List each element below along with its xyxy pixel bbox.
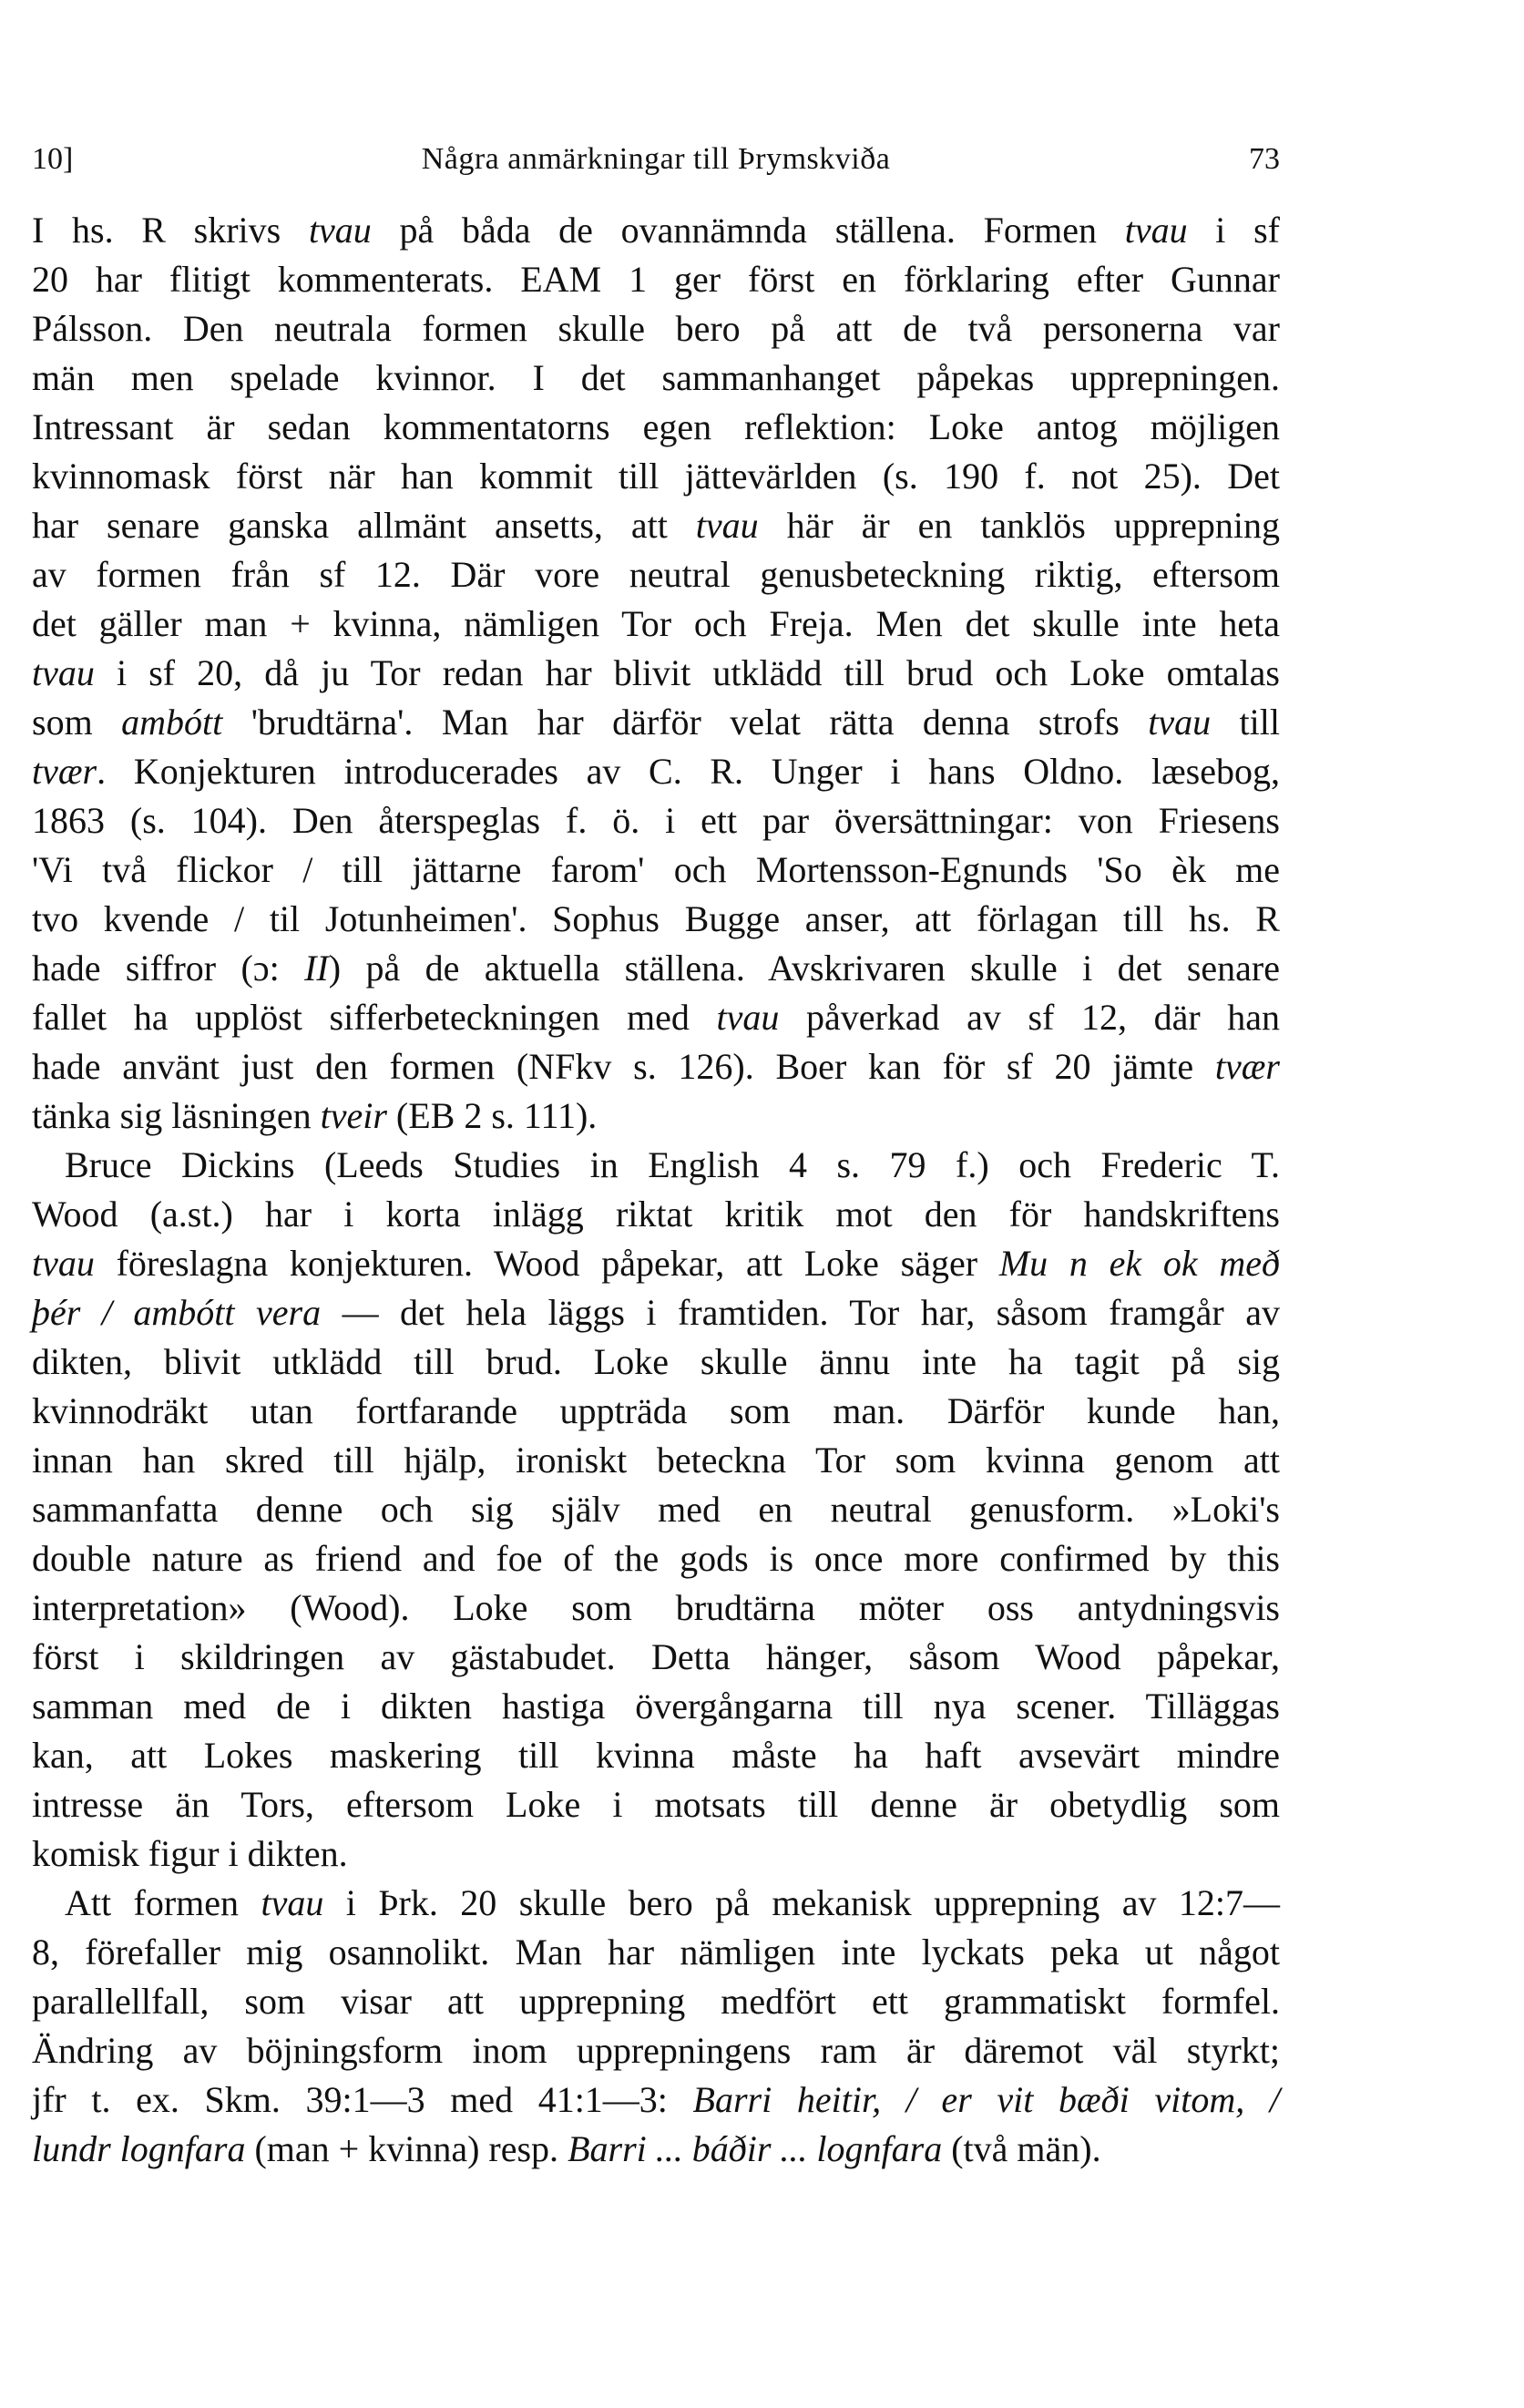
text-line — [32, 501, 1280, 550]
text-segment: double nature as friend and foe of the gods is once more confirmed by this — [32, 1538, 1280, 1579]
text-segment: i sf — [1187, 210, 1280, 251]
text-segment: fallet ha upplöst sifferbeteckningen med — [32, 997, 717, 1038]
text-line — [32, 1436, 1280, 1485]
section-marker: 10] — [32, 142, 74, 176]
text-segment: Intressant är sedan kommentatorns egen reflektion: Loke antog möjligen — [32, 406, 1280, 447]
text-line — [32, 1879, 1280, 1928]
text-segment: hade siffror (ɔ: — [32, 948, 305, 989]
text-line — [32, 845, 1280, 895]
text-segment: (man + kvinna) resp. — [245, 2128, 568, 2169]
italic-segment: lundr lognfara — [32, 2128, 246, 2169]
text-segment: kvinnodräkt utan fortfarande uppträda som man. Därför kunde han, — [32, 1390, 1280, 1431]
text-segment: (två män). — [942, 2128, 1101, 2169]
text-line — [32, 747, 1280, 796]
text-segment: Ändring av böjningsform inom upprepningens ram är däremot väl styrkt; — [32, 2030, 1280, 2071]
italic-segment: Barri ... báðir ... lognfara — [568, 2128, 943, 2169]
text-line — [32, 403, 1280, 452]
italic-segment: Mu n ek ok með — [998, 1243, 1280, 1284]
text-segment: jfr t. ex. Skm. 39:1—3 med 41:1—3: — [32, 2079, 693, 2120]
italic-segment: Barri heitir, / er vit bæði vitom, / — [692, 2079, 1281, 2120]
text-line — [32, 1977, 1280, 2026]
text-segment: intresse än Tors, eftersom Loke i motsats till denne är obetydlig som — [32, 1784, 1280, 1825]
text-segment: (EB 2 s. 111). — [386, 1095, 598, 1136]
running-head — [32, 137, 1280, 182]
text-line — [32, 1288, 1280, 1337]
italic-segment: tvau — [32, 652, 95, 693]
text-line — [32, 1141, 1280, 1190]
text-line — [32, 993, 1280, 1042]
text-segment: interpretation» (Wood). Loke som brudtärna möter oss antydningsvis — [32, 1587, 1280, 1628]
text-segment: samman med de i dikten hastiga övergångarna till nya scener. Tilläggas — [32, 1686, 1280, 1727]
text-segment: hade använt just den formen (NFkv s. 126). Boer kan för sf 20 jämte — [32, 1046, 1215, 1087]
text-line — [32, 1534, 1280, 1583]
text-segment: . Konjekturen introducerades av C. R. Unger i hans Oldno. læsebog, — [97, 751, 1280, 792]
italic-segment: tvau — [308, 210, 372, 251]
text-segment: komisk figur i dikten. — [32, 1833, 348, 1874]
text-segment: 'Vi två flickor / till jättarne farom' och Mortensson-Egnunds 'So èk me — [32, 849, 1280, 890]
text-segment: sammanfatta denne och sig själv med en neutral genusform. »Loki's — [32, 1489, 1280, 1530]
text-line — [32, 1682, 1280, 1731]
text-line — [32, 1190, 1280, 1239]
text-line — [32, 1387, 1280, 1436]
body-text — [32, 206, 1280, 2174]
text-segment: har senare ganska allmänt ansetts, att — [32, 505, 696, 546]
text-line — [32, 1239, 1280, 1288]
text-segment: till — [1211, 702, 1281, 743]
text-line — [32, 1829, 1280, 1879]
text-line — [32, 1091, 1280, 1141]
text-line — [32, 944, 1280, 993]
text-segment: Pálsson. Den neutrala formen skulle bero på att de två personerna var — [32, 308, 1280, 349]
text-segment: tänka sig läsningen — [32, 1095, 321, 1136]
text-line — [32, 649, 1280, 698]
text-line — [32, 599, 1280, 649]
text-segment: män men spelade kvinnor. I det sammanhanget påpekas upprepningen. — [32, 357, 1280, 398]
text-segment: kan, att Lokes maskering till kvinna måste ha haft avsevärt mindre — [32, 1735, 1280, 1776]
text-segment: kvinnomask först när han kommit till jättevärlden (s. 190 f. not 25). Det — [32, 456, 1280, 497]
text-segment: först i skildringen av gästabudet. Detta hänger, såsom Wood påpekar, — [32, 1636, 1280, 1677]
text-segment: dikten, blivit utklädd till brud. Loke skulle ännu inte ha tagit på sig — [32, 1341, 1280, 1382]
text-segment: på båda de ovannämnda ställena. Formen — [371, 210, 1125, 251]
text-line — [32, 796, 1280, 845]
italic-segment: tvau — [716, 997, 780, 1038]
italic-segment: tvau — [261, 1882, 324, 1923]
italic-segment: tveir — [320, 1095, 387, 1136]
text-segment: föreslagna konjekturen. Wood påpekar, att Loke säger — [94, 1243, 999, 1284]
italic-segment: tvær — [1214, 1046, 1280, 1087]
page-number: 73 — [1249, 142, 1280, 176]
italic-segment: tvau — [695, 505, 759, 546]
text-line — [32, 1583, 1280, 1633]
text-segment: ) på de aktuella ställena. Avskrivaren skulle i det senare — [328, 948, 1281, 989]
text-segment: i sf 20, då ju Tor redan har blivit utklädd till brud och Loke omtalas — [94, 652, 1280, 693]
italic-segment: ambótt — [121, 702, 223, 743]
text-segment: Bruce Dickins (Leeds Studies in English 4 s. 79 f.) och Frederic T. — [65, 1144, 1280, 1185]
text-segment: 20 har flitigt kommenterats. EAM 1 ger först en förklaring efter Gunnar — [32, 259, 1280, 300]
running-title: Några anmärkningar till Þrymskviða — [421, 142, 891, 176]
text-line — [32, 698, 1280, 747]
italic-segment: tvau — [32, 1243, 95, 1284]
italic-segment: tvær — [32, 751, 97, 792]
text-segment: 'brudtärna'. Man har därför velat rätta denna strofs — [222, 702, 1149, 743]
text-segment: 8, förefaller mig osannolikt. Man har nämligen inte lyckats peka ut något — [32, 1932, 1280, 1973]
text-segment: parallellfall, som visar att upprepning medfört ett grammatiskt formfel. — [32, 1981, 1280, 2022]
text-segment: som — [32, 702, 122, 743]
text-segment: — det hela läggs i framtiden. Tor har, såsom framgår av — [321, 1292, 1280, 1333]
text-segment: i Þrk. 20 skulle bero på mekanisk upprepning av 12:7— — [323, 1882, 1280, 1923]
text-line — [32, 2026, 1280, 2075]
text-line — [32, 452, 1280, 501]
text-line — [32, 2075, 1280, 2125]
text-segment: 1863 (s. 104). Den återspeglas f. ö. i ett par översättningar: von Friesens — [32, 800, 1280, 841]
text-line — [32, 354, 1280, 403]
text-segment: det gäller man + kvinna, nämligen Tor och Freja. Men det skulle inte heta — [32, 603, 1280, 644]
text-segment: Att formen — [65, 1882, 261, 1923]
text-segment: påverkad av sf 12, där han — [779, 997, 1280, 1038]
text-line — [32, 1928, 1280, 1977]
italic-segment: þér / ambótt vera — [32, 1292, 322, 1333]
text-segment: tvo kvende / til Jotunheimen'. Sophus Bugge anser, att förlagan till hs. R — [32, 898, 1280, 939]
text-segment: av formen från sf 12. Där vore neutral genusbeteckning riktig, eftersom — [32, 554, 1280, 595]
text-segment: I hs. R skrivs — [32, 210, 309, 251]
text-line — [32, 1780, 1280, 1829]
text-line — [32, 304, 1280, 354]
text-line — [32, 1485, 1280, 1534]
text-line — [32, 206, 1280, 255]
text-line — [32, 2125, 1280, 2174]
text-line — [32, 550, 1280, 599]
text-line — [32, 1731, 1280, 1780]
text-line — [32, 1633, 1280, 1682]
italic-segment: II — [304, 948, 329, 989]
text-segment: innan han skred till hjälp, ironiskt beteckna Tor som kvinna genom att — [32, 1440, 1280, 1481]
text-segment: Wood (a.st.) har i korta inlägg riktat kritik mot den för handskriftens — [32, 1194, 1280, 1235]
text-line — [32, 1337, 1280, 1387]
text-line — [32, 895, 1280, 944]
text-line — [32, 255, 1280, 304]
text-segment: här är en tanklös upprepning — [758, 505, 1280, 546]
italic-segment: tvau — [1124, 210, 1188, 251]
text-line — [32, 1042, 1280, 1091]
italic-segment: tvau — [1148, 702, 1212, 743]
